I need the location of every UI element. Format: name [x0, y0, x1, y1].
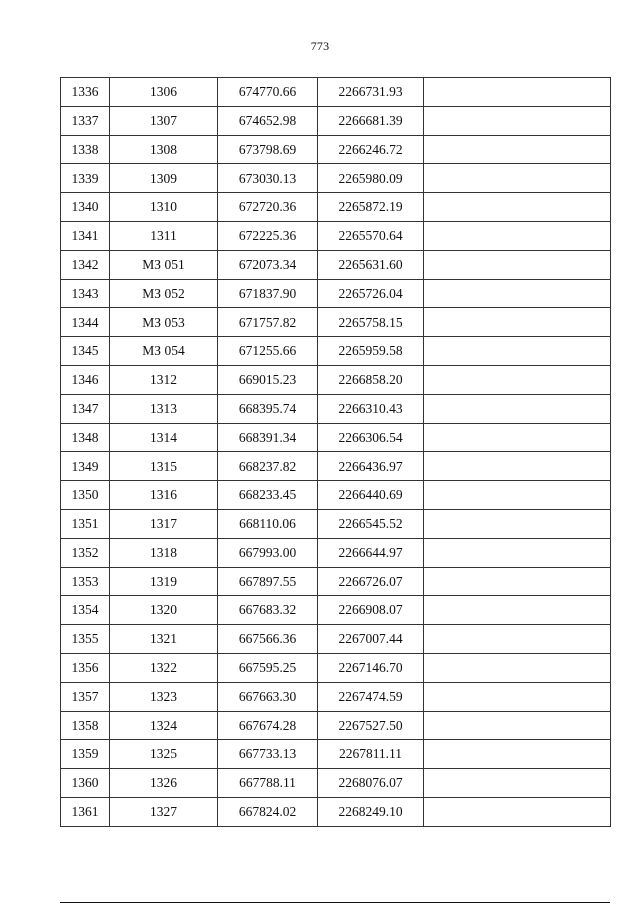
note-cell [424, 365, 611, 394]
point-id-cell: МЗ 052 [110, 279, 218, 308]
row-number-cell: 1357 [61, 682, 110, 711]
point-id-cell: 1306 [110, 78, 218, 107]
note-cell [424, 78, 611, 107]
x-coordinate-cell: 671837.90 [218, 279, 318, 308]
x-coordinate-cell: 667824.02 [218, 797, 318, 826]
row-number-cell: 1349 [61, 452, 110, 481]
y-coordinate-cell: 2265980.09 [318, 164, 424, 193]
note-cell [424, 221, 611, 250]
y-coordinate-cell: 2266858.20 [318, 365, 424, 394]
row-number-cell: 1342 [61, 250, 110, 279]
point-id-cell: МЗ 051 [110, 250, 218, 279]
row-number-cell: 1339 [61, 164, 110, 193]
note-cell [424, 164, 611, 193]
page-number: 773 [310, 39, 330, 53]
row-number-cell: 1344 [61, 308, 110, 337]
note-cell [424, 423, 611, 452]
x-coordinate-cell: 668395.74 [218, 394, 318, 423]
point-id-cell: 1312 [110, 365, 218, 394]
y-coordinate-cell: 2266545.52 [318, 509, 424, 538]
table-row [61, 596, 611, 625]
footer-rule [60, 902, 610, 903]
x-coordinate-cell: 667897.55 [218, 567, 318, 596]
y-coordinate-cell: 2266908.07 [318, 596, 424, 625]
point-id-cell: 1324 [110, 711, 218, 740]
table-row [61, 164, 611, 193]
table-row [61, 567, 611, 596]
note-cell [424, 625, 611, 654]
row-number-cell: 1358 [61, 711, 110, 740]
x-coordinate-cell: 673798.69 [218, 135, 318, 164]
y-coordinate-cell: 2266310.43 [318, 394, 424, 423]
row-number-cell: 1336 [61, 78, 110, 107]
note-cell [424, 308, 611, 337]
x-coordinate-cell: 667566.36 [218, 625, 318, 654]
table-row [61, 250, 611, 279]
table-row [61, 452, 611, 481]
y-coordinate-cell: 2268249.10 [318, 797, 424, 826]
table-row [61, 221, 611, 250]
point-id-cell: 1320 [110, 596, 218, 625]
x-coordinate-cell: 667683.32 [218, 596, 318, 625]
note-cell [424, 567, 611, 596]
point-id-cell: 1316 [110, 481, 218, 510]
point-id-cell: 1317 [110, 509, 218, 538]
x-coordinate-cell: 667788.11 [218, 769, 318, 798]
note-cell [424, 250, 611, 279]
table-row [61, 625, 611, 654]
x-coordinate-cell: 672720.36 [218, 193, 318, 222]
y-coordinate-cell: 2266436.97 [318, 452, 424, 481]
point-id-cell: 1323 [110, 682, 218, 711]
point-id-cell: МЗ 053 [110, 308, 218, 337]
y-coordinate-cell: 2265872.19 [318, 193, 424, 222]
point-id-cell: 1311 [110, 221, 218, 250]
x-coordinate-cell: 667595.25 [218, 653, 318, 682]
note-cell [424, 394, 611, 423]
y-coordinate-cell: 2266726.07 [318, 567, 424, 596]
x-coordinate-cell: 673030.13 [218, 164, 318, 193]
y-coordinate-cell: 2265570.64 [318, 221, 424, 250]
y-coordinate-cell: 2266246.72 [318, 135, 424, 164]
note-cell [424, 279, 611, 308]
note-cell [424, 106, 611, 135]
row-number-cell: 1337 [61, 106, 110, 135]
x-coordinate-cell: 671255.66 [218, 337, 318, 366]
point-id-cell: 1325 [110, 740, 218, 769]
note-cell [424, 193, 611, 222]
row-number-cell: 1343 [61, 279, 110, 308]
y-coordinate-cell: 2266440.69 [318, 481, 424, 510]
note-cell [424, 337, 611, 366]
row-number-cell: 1355 [61, 625, 110, 654]
table-row [61, 711, 611, 740]
table-row [61, 481, 611, 510]
note-cell [424, 769, 611, 798]
y-coordinate-cell: 2267811.11 [318, 740, 424, 769]
row-number-cell: 1354 [61, 596, 110, 625]
note-cell [424, 596, 611, 625]
table-row [61, 193, 611, 222]
table-row [61, 653, 611, 682]
y-coordinate-cell: 2267146.70 [318, 653, 424, 682]
table-body [61, 78, 611, 827]
row-number-cell: 1347 [61, 394, 110, 423]
y-coordinate-cell: 2266644.97 [318, 538, 424, 567]
note-cell [424, 682, 611, 711]
table-row [61, 394, 611, 423]
x-coordinate-cell: 674770.66 [218, 78, 318, 107]
x-coordinate-cell: 671757.82 [218, 308, 318, 337]
y-coordinate-cell: 2265726.04 [318, 279, 424, 308]
x-coordinate-cell: 667993.00 [218, 538, 318, 567]
note-cell [424, 740, 611, 769]
y-coordinate-cell: 2268076.07 [318, 769, 424, 798]
x-coordinate-cell: 668237.82 [218, 452, 318, 481]
table-row [61, 509, 611, 538]
x-coordinate-cell: 674652.98 [218, 106, 318, 135]
x-coordinate-cell: 668391.34 [218, 423, 318, 452]
point-id-cell: 1327 [110, 797, 218, 826]
y-coordinate-cell: 2267474.59 [318, 682, 424, 711]
row-number-cell: 1356 [61, 653, 110, 682]
x-coordinate-cell: 667674.28 [218, 711, 318, 740]
y-coordinate-cell: 2266681.39 [318, 106, 424, 135]
row-number-cell: 1351 [61, 509, 110, 538]
note-cell [424, 452, 611, 481]
point-id-cell: 1313 [110, 394, 218, 423]
y-coordinate-cell: 2265959.58 [318, 337, 424, 366]
row-number-cell: 1346 [61, 365, 110, 394]
table-row [61, 423, 611, 452]
x-coordinate-cell: 667663.30 [218, 682, 318, 711]
row-number-cell: 1341 [61, 221, 110, 250]
note-cell [424, 538, 611, 567]
note-cell [424, 797, 611, 826]
table-row [61, 308, 611, 337]
point-id-cell: 1309 [110, 164, 218, 193]
table-row [61, 740, 611, 769]
point-id-cell: 1321 [110, 625, 218, 654]
row-number-cell: 1348 [61, 423, 110, 452]
y-coordinate-cell: 2265758.15 [318, 308, 424, 337]
note-cell [424, 653, 611, 682]
point-id-cell: 1308 [110, 135, 218, 164]
x-coordinate-cell: 668233.45 [218, 481, 318, 510]
table-row [61, 106, 611, 135]
y-coordinate-cell: 2265631.60 [318, 250, 424, 279]
point-id-cell: 1326 [110, 769, 218, 798]
row-number-cell: 1353 [61, 567, 110, 596]
table-row [61, 538, 611, 567]
table-row [61, 78, 611, 107]
table-row [61, 135, 611, 164]
table-row [61, 365, 611, 394]
note-cell [424, 481, 611, 510]
point-id-cell: МЗ 054 [110, 337, 218, 366]
note-cell [424, 509, 611, 538]
row-number-cell: 1340 [61, 193, 110, 222]
row-number-cell: 1338 [61, 135, 110, 164]
note-cell [424, 711, 611, 740]
y-coordinate-cell: 2266306.54 [318, 423, 424, 452]
point-id-cell: 1322 [110, 653, 218, 682]
y-coordinate-cell: 2267527.50 [318, 711, 424, 740]
table-row [61, 769, 611, 798]
table-row [61, 682, 611, 711]
y-coordinate-cell: 2266731.93 [318, 78, 424, 107]
note-cell [424, 135, 611, 164]
row-number-cell: 1345 [61, 337, 110, 366]
point-id-cell: 1310 [110, 193, 218, 222]
row-number-cell: 1350 [61, 481, 110, 510]
x-coordinate-cell: 669015.23 [218, 365, 318, 394]
table-row [61, 279, 611, 308]
x-coordinate-cell: 672073.34 [218, 250, 318, 279]
point-id-cell: 1318 [110, 538, 218, 567]
row-number-cell: 1360 [61, 769, 110, 798]
y-coordinate-cell: 2267007.44 [318, 625, 424, 654]
table-row [61, 337, 611, 366]
point-id-cell: 1319 [110, 567, 218, 596]
x-coordinate-cell: 672225.36 [218, 221, 318, 250]
row-number-cell: 1361 [61, 797, 110, 826]
row-number-cell: 1359 [61, 740, 110, 769]
point-id-cell: 1315 [110, 452, 218, 481]
point-id-cell: 1307 [110, 106, 218, 135]
x-coordinate-cell: 667733.13 [218, 740, 318, 769]
row-number-cell: 1352 [61, 538, 110, 567]
x-coordinate-cell: 668110.06 [218, 509, 318, 538]
coordinates-table [60, 77, 611, 827]
point-id-cell: 1314 [110, 423, 218, 452]
table-row [61, 797, 611, 826]
